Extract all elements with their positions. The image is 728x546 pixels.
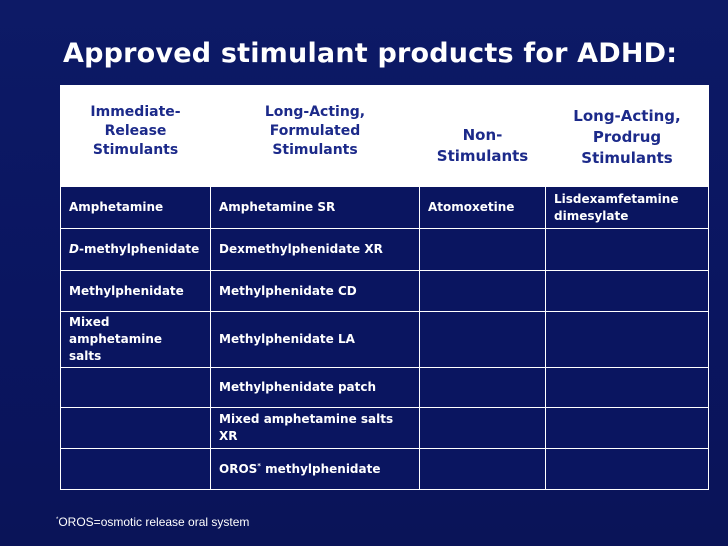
stimulant-products-table (60, 85, 709, 490)
table-row (61, 312, 709, 368)
table-row (61, 449, 709, 490)
header-line: Stimulants (92, 141, 179, 158)
table-cell-empty (546, 368, 709, 408)
table-cell-empty (420, 408, 546, 449)
table-row (61, 408, 709, 449)
header-line: Long-Acting, (264, 103, 366, 120)
table-cell: Methylphenidate patch (211, 368, 420, 408)
table-cell: Mixed amphetamine salts (61, 312, 211, 368)
table-cell-empty (546, 408, 709, 449)
table-header-row (61, 86, 709, 187)
table-cell: Methylphenidate (61, 271, 211, 312)
column-header-long-acting-formulated (211, 86, 420, 187)
header-line: Non- (462, 126, 503, 144)
table-cell: Lisdexamfetamine dimesylate (546, 187, 709, 229)
table-cell-empty (546, 229, 709, 271)
header-line: Long-Acting, (573, 106, 681, 125)
table-row (61, 187, 709, 229)
italic-prefix: D (69, 242, 79, 256)
header-line: Formulated (269, 122, 361, 139)
footnote-marker: * (56, 517, 59, 523)
header-line: Release (104, 122, 167, 139)
table-row (61, 271, 709, 312)
table-cell-empty (420, 449, 546, 490)
column-header-non-stimulants (420, 86, 546, 187)
table-cell-empty (61, 368, 211, 408)
table-row (61, 368, 709, 408)
column-header-immediate-release (61, 86, 211, 187)
footnote-text: OROS=osmotic release oral system (58, 515, 250, 529)
table-cell: Methylphenidate CD (211, 271, 420, 312)
header-line: Prodrug (592, 127, 662, 146)
table-cell-empty (546, 449, 709, 490)
cell-text: OROS (219, 461, 258, 476)
table-cell: Dexmethylphenidate XR (211, 229, 420, 271)
footnote (56, 515, 249, 529)
page-title: Approved stimulant products for ADHD: (63, 38, 678, 69)
table-row (61, 229, 709, 271)
table-cell-empty (420, 229, 546, 271)
table-cell (211, 449, 420, 490)
table-cell-empty (420, 271, 546, 312)
table-cell-empty (546, 312, 709, 368)
header-line: Immediate- (90, 103, 181, 120)
table-cell: Atomoxetine (420, 187, 546, 229)
column-header-long-acting-prodrug (546, 86, 709, 187)
table-cell-empty (61, 449, 211, 490)
header-line: Stimulants (272, 141, 358, 158)
cell-text: -methylphenidate (78, 242, 200, 256)
footnote-marker: * (257, 461, 261, 470)
table-cell: Mixed amphetamine salts XR (211, 408, 420, 449)
table-cell-empty (420, 368, 546, 408)
table-cell: Methylphenidate LA (211, 312, 420, 368)
header-line: Stimulants (436, 147, 529, 165)
table-cell-empty (420, 312, 546, 368)
table-cell: Amphetamine SR (211, 187, 420, 229)
table-cell (61, 229, 211, 271)
cell-text: methylphenidate (260, 461, 381, 476)
table-cell-empty (546, 271, 709, 312)
table-cell-empty (61, 408, 211, 449)
header-line: Stimulants (581, 148, 673, 167)
table-cell: Amphetamine (61, 187, 211, 229)
